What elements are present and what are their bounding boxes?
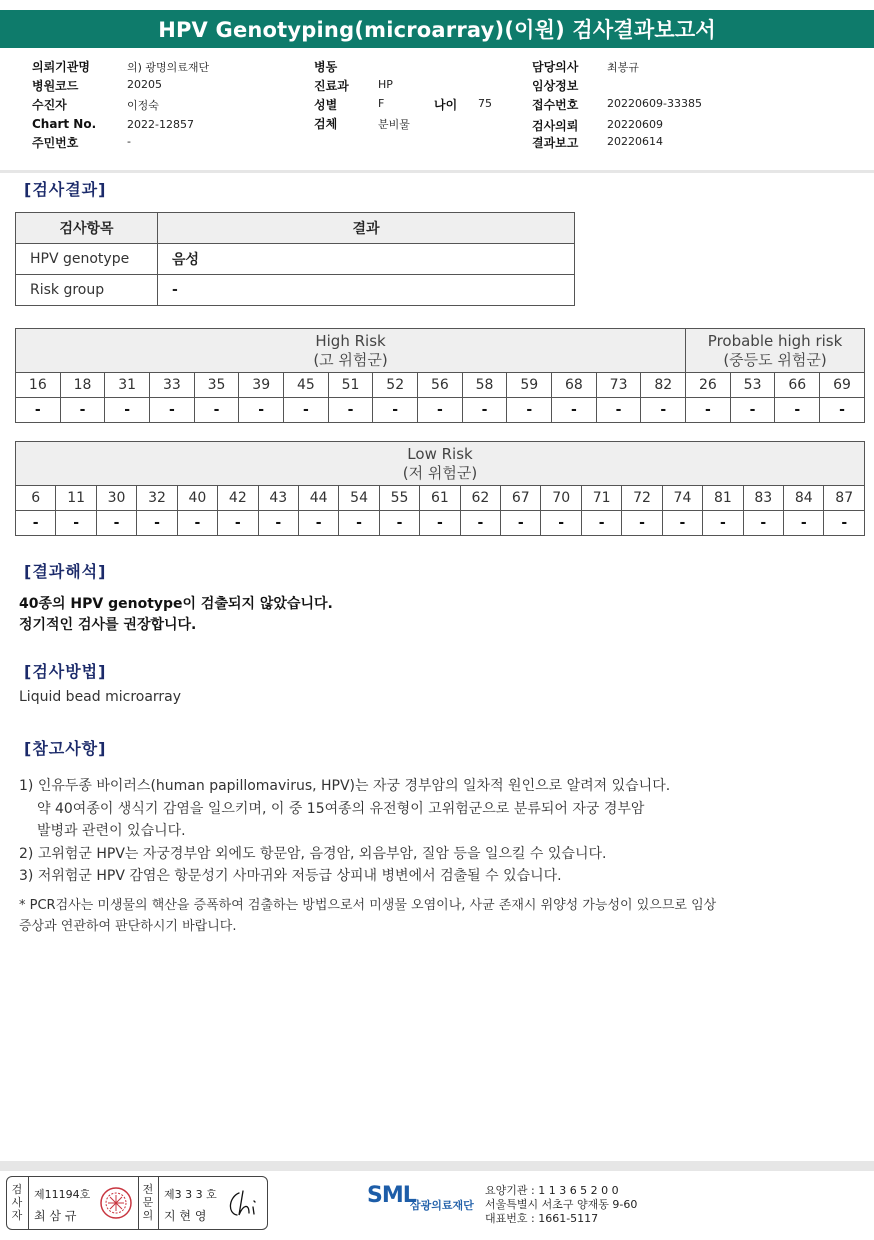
doctor-name: 지 현 영: [164, 1209, 207, 1223]
genotype-cell: 54: [339, 486, 379, 511]
genotype-result-cell: -: [581, 511, 621, 536]
genotype-result-cell: -: [501, 511, 541, 536]
genotype-result-cell: -: [662, 511, 702, 536]
hospital-code-label: 병원코드: [32, 79, 79, 93]
sml-logo: [367, 1183, 474, 1212]
genotype-cell: 42: [218, 486, 258, 511]
reference-item: 3) 저위험군 HPV 감염은 항문성기 사마귀와 저등급 상피내 병변에서 검출될 수 있습니다.: [19, 868, 562, 885]
result-header-item: 검사항목: [16, 213, 158, 244]
genotype-result-cell: -: [743, 511, 783, 536]
genotype-cell: 45: [284, 373, 329, 398]
genotype-result-cell: -: [239, 398, 284, 423]
genotype-cell: 30: [96, 486, 136, 511]
logo-text: SML: [367, 1183, 416, 1208]
genotype-cell: 87: [824, 486, 865, 511]
divider: [138, 1177, 139, 1229]
genotype-result-cell: -: [730, 398, 775, 423]
genotype-result-cell: -: [16, 511, 56, 536]
result-value: -: [158, 275, 575, 306]
genotype-cell: 35: [194, 373, 239, 398]
org-info: [485, 1184, 637, 1226]
genotype-result-cell: -: [96, 511, 136, 536]
result-item: HPV genotype: [16, 244, 158, 275]
doctor-signature-icon: [223, 1183, 263, 1223]
department-label: 진료과: [314, 79, 349, 93]
probable-risk-header: [686, 329, 865, 373]
genotype-result-cell: -: [177, 511, 217, 536]
genotype-cell: 55: [379, 486, 419, 511]
result-table: [15, 212, 575, 306]
genotype-cell: 62: [460, 486, 500, 511]
genotype-cell: 67: [501, 486, 541, 511]
sex-value: F: [378, 97, 385, 110]
genotype-cell: 39: [239, 373, 284, 398]
pcr-note: [19, 895, 716, 937]
reference-item-cont: 발병과 관련이 있습니다.: [37, 823, 186, 840]
genotype-result-cell: -: [507, 398, 552, 423]
note-line: * PCR검사는 미생물의 핵산을 증폭하여 검출하는 방법으로서 미생물 오염이나, 사균 존재시 위양성 가능성이 있으므로 임상: [19, 898, 717, 913]
genotype-cell: 68: [552, 373, 597, 398]
request-date-value: 20220609: [607, 118, 663, 131]
table-row: [16, 275, 575, 306]
section-result-heading: [검사결과]: [24, 180, 107, 199]
signature-box: [6, 1176, 268, 1230]
doctor-label: 담당의사: [532, 60, 579, 74]
genotype-cell: 72: [622, 486, 662, 511]
high-risk-table: [15, 328, 865, 423]
genotype-result-cell: -: [460, 511, 500, 536]
genotype-result-cell: -: [703, 511, 743, 536]
genotype-result-cell: -: [137, 511, 177, 536]
examiner-label: 검사자: [11, 1183, 23, 1222]
genotype-cell: 70: [541, 486, 581, 511]
clinical-info-label: 임상정보: [532, 79, 579, 93]
genotype-result-cell: -: [194, 398, 239, 423]
genotype-cell: 52: [373, 373, 418, 398]
genotype-cell: 84: [784, 486, 824, 511]
reference-item: 1) 인유두종 바이러스(human papillomavirus, HPV)는 자궁 경부암의 일차적 원인으로 알려져 있습니다.: [19, 778, 671, 794]
low-risk-title: Low Risk: [407, 444, 473, 463]
low-risk-subtitle: (저 위험군): [402, 463, 478, 482]
table-row: [16, 244, 575, 275]
genotype-cell: 83: [743, 486, 783, 511]
report-date-value: 20220614: [607, 135, 663, 148]
genotype-result-cell: -: [462, 398, 507, 423]
genotype-cell: 43: [258, 486, 298, 511]
examiner-seal-icon: [99, 1186, 133, 1220]
low-risk-table: [15, 441, 865, 536]
genotype-cell: 73: [596, 373, 641, 398]
low-risk-header: [16, 442, 865, 486]
method-text: Liquid bead microarray: [19, 689, 182, 705]
genotype-cell: 33: [150, 373, 195, 398]
result-item: Risk group: [16, 275, 158, 306]
genotype-cell: 32: [137, 486, 177, 511]
genotype-result-cell: -: [339, 511, 379, 536]
genotype-result-cell: -: [328, 398, 373, 423]
chart-no-label: Chart No.: [32, 117, 97, 131]
divider: [158, 1177, 159, 1229]
age-value: 75: [478, 97, 492, 110]
doctor-sign-label: 전문의: [142, 1183, 154, 1222]
genotype-cell: 18: [60, 373, 105, 398]
genotype-cell: 6: [16, 486, 56, 511]
genotype-result-cell: -: [541, 511, 581, 536]
genotype-result-cell: -: [16, 398, 61, 423]
genotype-result-cell: -: [622, 511, 662, 536]
report-date-label: 결과보고: [532, 136, 579, 150]
result-value: 음성: [158, 244, 575, 275]
low-risk-result-row: [16, 511, 865, 536]
examiner-license: 제11194호: [34, 1188, 91, 1201]
genotype-result-cell: -: [552, 398, 597, 423]
doctor-value: 최봉규: [607, 61, 639, 74]
genotype-cell: 16: [16, 373, 61, 398]
genotype-result-cell: -: [420, 511, 460, 536]
result-header-result: 결과: [158, 213, 575, 244]
interpretation-text: [19, 594, 333, 636]
section-reference-heading: [참고사항]: [24, 739, 107, 758]
sex-label: 성별: [314, 98, 338, 112]
org-address: 서울특별시 서초구 양재동 9-60: [485, 1198, 638, 1211]
genotype-cell: 71: [581, 486, 621, 511]
receipt-no-value: 20220609-33385: [607, 97, 702, 110]
genotype-result-cell: -: [784, 511, 824, 536]
reference-item: 2) 고위험군 HPV는 자궁경부암 외에도 항문암, 음경암, 외음부암, 질암 등을 일으킬 수 있습니다.: [19, 845, 607, 862]
section-interpretation-heading: [결과해석]: [24, 562, 107, 581]
genotype-result-cell: -: [379, 511, 419, 536]
genotype-cell: 59: [507, 373, 552, 398]
genotype-result-cell: -: [820, 398, 865, 423]
high-risk-result-row: [16, 398, 865, 423]
org-phone: 대표번호 : 1661-5117: [485, 1212, 599, 1225]
request-date-label: 검사의뢰: [532, 119, 579, 133]
genotype-result-cell: -: [298, 511, 338, 536]
interpretation-line: 40종의 HPV genotype이 검출되지 않았습니다.: [19, 596, 333, 612]
section-method-heading: [검사방법]: [24, 662, 107, 681]
interpretation-line: 정기적인 검사를 권장합니다.: [19, 617, 197, 633]
org-name: 삼광의료재단: [410, 1199, 474, 1212]
genotype-result-cell: -: [418, 398, 463, 423]
genotype-cell: 61: [420, 486, 460, 511]
genotype-result-cell: -: [284, 398, 329, 423]
specimen-value: 분비물: [378, 118, 410, 131]
high-risk-type-row: [16, 373, 865, 398]
genotype-cell: 82: [641, 373, 686, 398]
genotype-cell: 31: [105, 373, 150, 398]
high-risk-title: High Risk: [315, 331, 386, 350]
patient-name-label: 수진자: [32, 98, 67, 112]
genotype-result-cell: -: [641, 398, 686, 423]
patient-name-value: 이정숙: [127, 99, 159, 112]
reference-item-cont: 약 40여종이 생식기 감염을 일으키며, 이 중 15여종의 유전형이 고위험군으로 분류되어 자궁 경부암: [37, 800, 645, 817]
genotype-cell: 56: [418, 373, 463, 398]
probable-risk-subtitle: (중등도 위험군): [723, 350, 827, 369]
genotype-cell: 11: [56, 486, 96, 511]
genotype-result-cell: -: [56, 511, 96, 536]
genotype-result-cell: -: [686, 398, 731, 423]
genotype-cell: 53: [730, 373, 775, 398]
genotype-result-cell: -: [150, 398, 195, 423]
footer-divider: [0, 1161, 874, 1171]
referring-institution-value: 의) 광명의료재단: [127, 61, 210, 74]
resident-no-label: 주민번호: [32, 136, 79, 150]
low-risk-type-row: [16, 486, 865, 511]
age-label: 나이: [434, 98, 458, 112]
genotype-cell: 40: [177, 486, 217, 511]
genotype-cell: 26: [686, 373, 731, 398]
genotype-cell: 58: [462, 373, 507, 398]
genotype-cell: 69: [820, 373, 865, 398]
report-title: HPV Genotyping(microarray)(이원) 검사결과보고서: [0, 10, 874, 48]
patient-info: [0, 56, 874, 174]
hospital-code-value: 20205: [127, 78, 162, 91]
genotype-result-cell: -: [105, 398, 150, 423]
genotype-result-cell: -: [258, 511, 298, 536]
high-risk-header: [16, 329, 686, 373]
reference-list: [19, 775, 670, 888]
genotype-cell: 44: [298, 486, 338, 511]
genotype-cell: 81: [703, 486, 743, 511]
genotype-cell: 51: [328, 373, 373, 398]
genotype-result-cell: -: [775, 398, 820, 423]
header-divider: [0, 170, 874, 173]
genotype-cell: 66: [775, 373, 820, 398]
resident-no-value: -: [127, 135, 131, 148]
genotype-result-cell: -: [824, 511, 865, 536]
referring-institution-label: 의뢰기관명: [32, 60, 90, 74]
genotype-result-cell: -: [596, 398, 641, 423]
doctor-license: 제3 3 3 호: [164, 1188, 217, 1201]
divider: [28, 1177, 29, 1229]
org-code: 요양기관 : 1 1 3 6 5 2 0 0: [485, 1184, 619, 1197]
genotype-result-cell: -: [60, 398, 105, 423]
chart-no-value: 2022-12857: [127, 118, 194, 131]
genotype-result-cell: -: [373, 398, 418, 423]
note-line: 증상과 연관하여 판단하시기 바랍니다.: [19, 919, 237, 934]
genotype-cell: 74: [662, 486, 702, 511]
high-risk-subtitle: (고 위험군): [313, 350, 388, 369]
department-value: HP: [378, 78, 393, 91]
probable-risk-title: Probable high risk: [707, 331, 843, 350]
genotype-result-cell: -: [218, 511, 258, 536]
ward-label: 병동: [314, 60, 338, 74]
specimen-label: 검체: [314, 117, 338, 131]
receipt-no-label: 접수번호: [532, 98, 579, 112]
examiner-name: 최 삼 규: [34, 1209, 77, 1223]
